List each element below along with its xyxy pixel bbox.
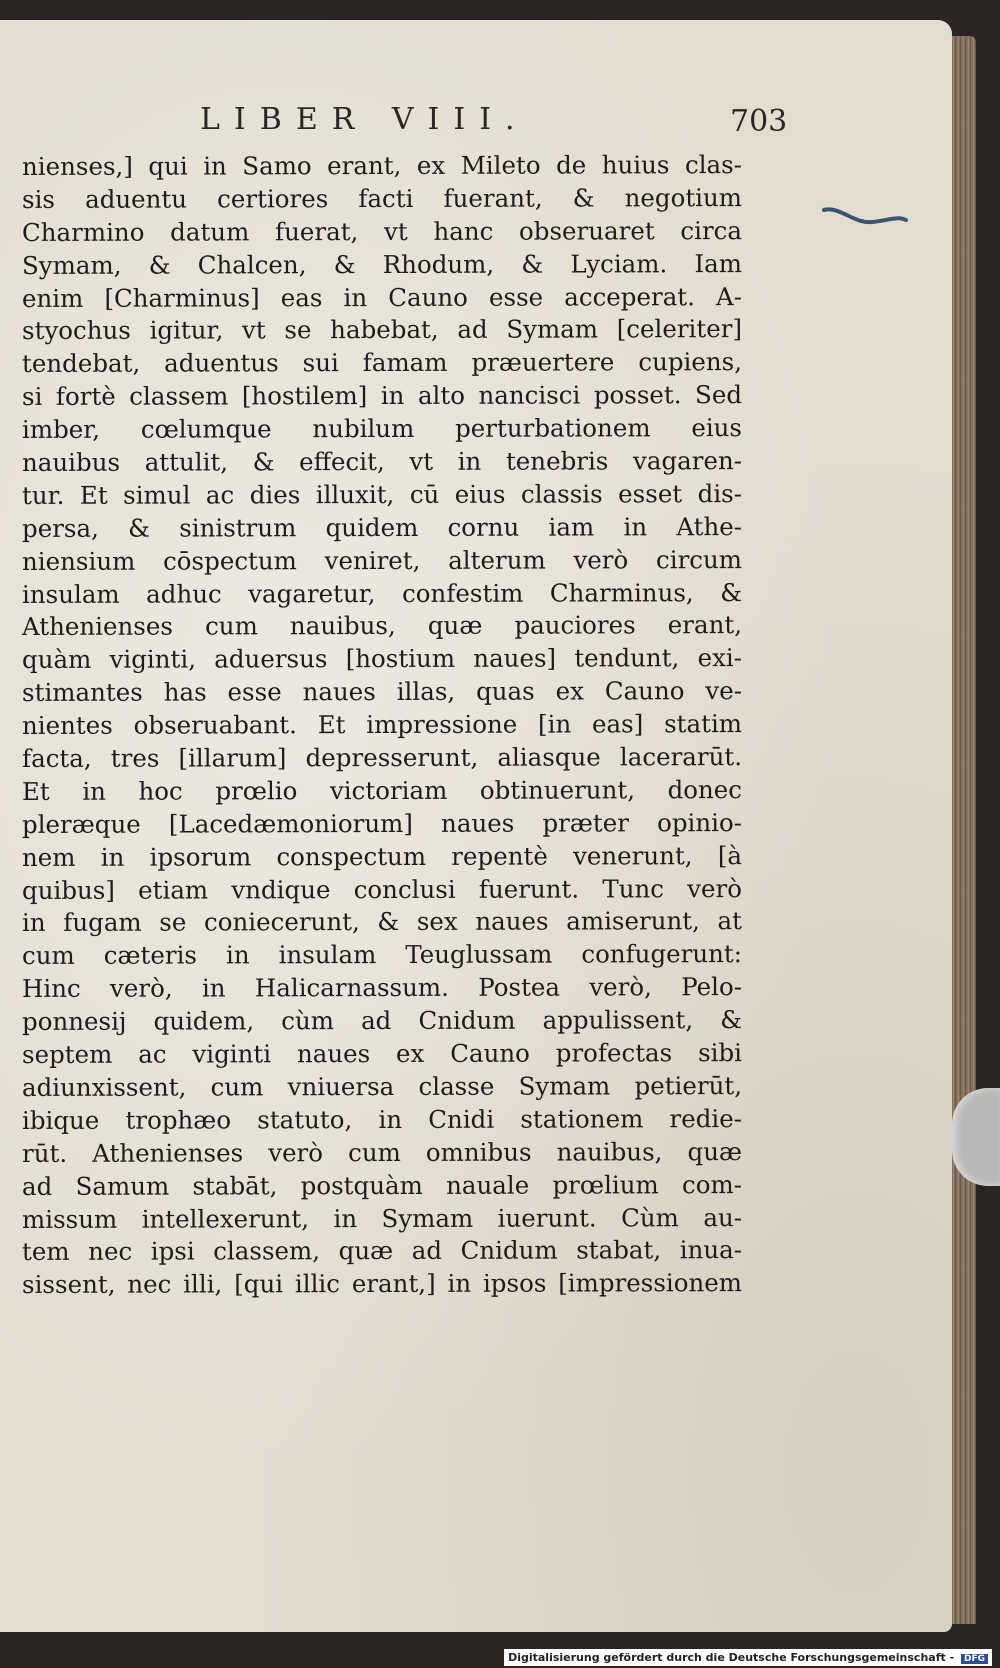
book-fore-edge <box>952 36 976 1624</box>
text-line: ponnesij quidem, cùm ad Cnidum appulissent, & <box>21 1005 743 1037</box>
text-line: in fugam se coniecerunt, & sex naues amiserunt, at <box>21 906 743 938</box>
digitization-credit <box>504 1649 992 1666</box>
text-line: missum intellexerunt, in Symam iuerunt. Cùm au- <box>21 1202 743 1234</box>
text-line: insulam adhuc vagaretur, confestim Charminus, & <box>21 577 743 609</box>
text-line: enim [Charminus] eas in Cauno esse acceperat. A- <box>21 281 743 313</box>
text-line: styochus igitur, vt se habebat, ad Symam [celeriter] <box>21 314 743 346</box>
text-line: Symam, & Chalcen, & Rhodum, & Lyciam. Iam <box>21 248 743 280</box>
text-line: rūt. Athenienses verò cum omnibus nauibus, quæ <box>21 1136 743 1168</box>
credit-text: Digitalisierung gefördert durch die Deutsche Forschungsgemeinschaft - <box>508 1651 955 1664</box>
text-line: Hinc verò, in Halicarnassum. Postea verò, Pelo- <box>21 972 743 1004</box>
text-line: facta, tres [illarum] depresserunt, aliasque lacerarūt. <box>21 742 743 773</box>
text-line: nientes obseruabant. Et impressione [in eas] statim <box>21 709 743 741</box>
text-line: ad Samum stabāt, postquàm nauale prœlium com- <box>21 1169 743 1201</box>
text-line: tendebat, aduentus sui famam præuertere cupiens, <box>21 347 743 379</box>
text-line: nienses,] qui in Samo erant, ex Mileto de huius clas- <box>21 150 743 181</box>
page-clasp <box>952 1088 1000 1186</box>
body-text <box>22 150 742 1301</box>
text-line: nauibus attulit, & effecit, vt in tenebris vagaren- <box>21 446 743 477</box>
text-line: sis aduentu certiores facti fuerant, & negotium <box>21 182 743 214</box>
text-line: quibus] etiam vndique conclusi fuerunt. Tunc verò <box>21 873 743 905</box>
text-line: tur. Et simul ac dies illuxit, cū eius classis esset dis- <box>21 478 743 510</box>
text-line: cum cæteris in insulam Teuglussam confugerunt: <box>21 939 743 971</box>
text-line: Charmino datum fuerat, vt hanc obseruaret circa <box>21 215 743 247</box>
text-line: imber, cœlumque nubilum perturbationem eius <box>21 413 743 445</box>
pencil-mark-icon <box>820 202 910 232</box>
text-line: pleræque [Lacedæmoniorum] naues præter opinio- <box>21 807 743 839</box>
text-line: si fortè classem [hostilem] in alto nancisci posset. Sed <box>21 380 743 412</box>
dfg-logo-icon: DFG <box>961 1654 988 1664</box>
text-line: ibique trophæo statuto, in Cnidi stationem redie- <box>21 1103 743 1135</box>
book-page <box>0 20 952 1632</box>
text-line: adiunxissent, cum vniuersa classe Symam petierūt, <box>21 1070 743 1102</box>
text-line: niensium cōspectum veniret, alterum verò circum <box>21 544 743 576</box>
text-line: tem nec ipsi classem, quæ ad Cnidum stabat, inua- <box>21 1235 743 1267</box>
text-line: Et in hoc prœlio victoriam obtinuerunt, donec <box>21 774 743 806</box>
running-head: LIBER VIII. <box>200 102 529 137</box>
text-line: Athenienses cum nauibus, quæ pauciores erant, <box>21 610 743 642</box>
text-line: stimantes has esse naues illas, quas ex Cauno ve- <box>21 676 743 708</box>
text-line: sissent, nec illi, [qui illic erant,] in ipsos [impressionem <box>21 1268 743 1300</box>
page-number: 703 <box>730 104 788 139</box>
text-line: septem ac viginti naues ex Cauno profectas sibi <box>21 1038 743 1069</box>
text-line: quàm viginti, aduersus [hostium naues] tendunt, exi- <box>21 643 743 675</box>
text-line: nem in ipsorum conspectum repentè venerunt, [à <box>21 840 743 872</box>
text-line: persa, & sinistrum quidem cornu iam in Athe- <box>21 511 743 543</box>
